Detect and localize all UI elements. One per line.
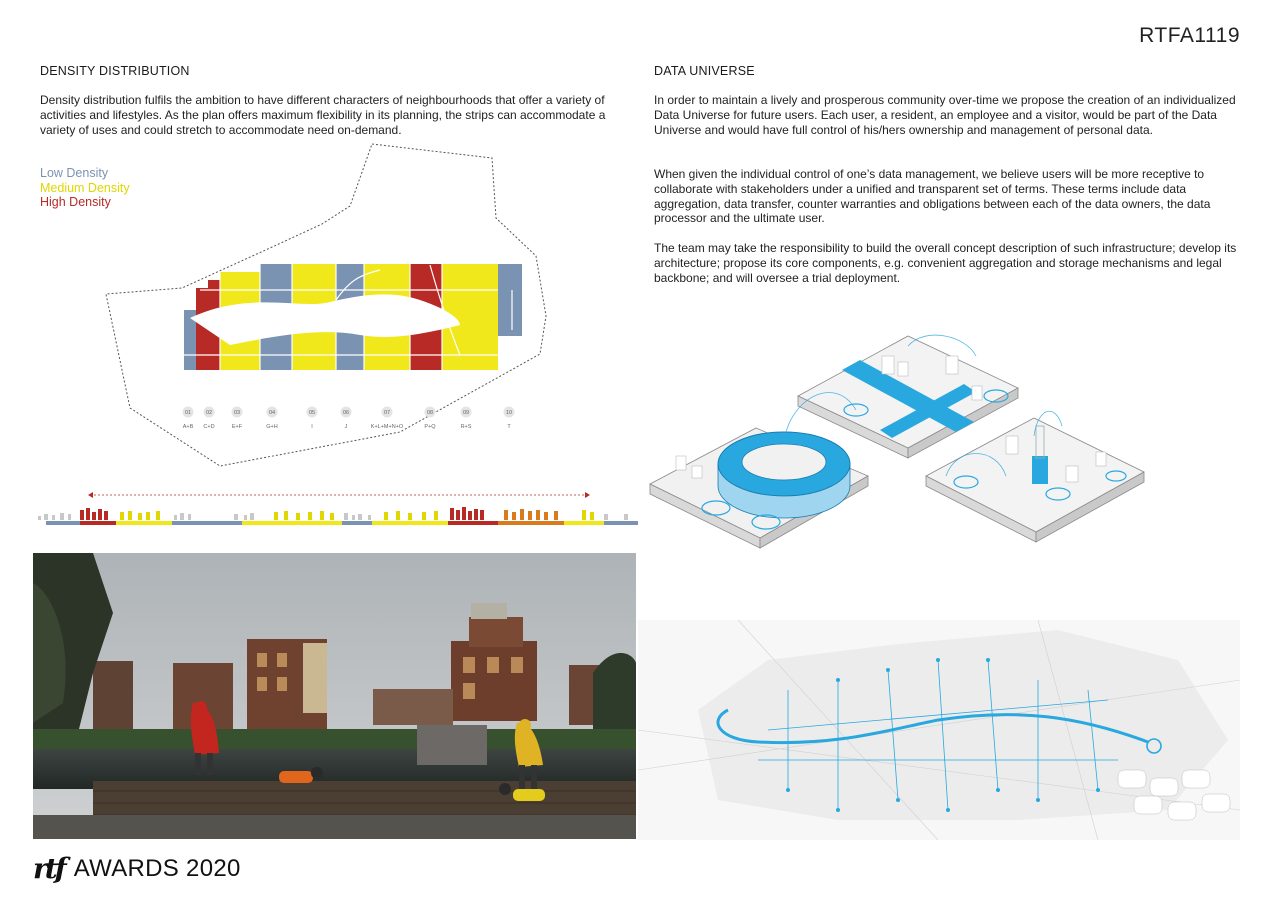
project-code: RTFA1119	[1139, 24, 1240, 47]
strip-letters: A+B	[182, 424, 194, 430]
data-universe-axonometric	[646, 326, 1246, 572]
strip-number: 09	[462, 410, 470, 416]
data-universe-para-1: In order to maintain a lively and prosperous community over-time we propose the creation of an individualized Data Universe for future users. Each user, a resident, an employee and a visitor, would be part of the Data Universe and would have full control of his/hers ownership and management of personal data.	[654, 93, 1236, 137]
density-title: DENSITY DISTRIBUTION	[40, 64, 190, 78]
strip-number-row	[183, 407, 515, 418]
legend-medium: Medium Density	[40, 180, 130, 195]
strip-letters: P+Q	[424, 424, 436, 430]
data-universe-para-2: When given the individual control of one’s data management, we believe users will be more receptive to collaborate with stakeholders under a unified and transparent set of terms. These terms include data aggregation, data transfer, counter warranties and obligations between each of the data owners, the data processor and the ultimate user.	[654, 167, 1211, 226]
waterfront-rendering	[33, 553, 636, 839]
density-body: Density distribution fulfils the ambition to have different characters of neighbourhoods that offer a variety of activities and lifestyles. As the plan offers maximum flexibility in its planning, the strips can accommodate a variety of uses and could stretch to accommodate need on-demand.	[40, 93, 606, 137]
rtf-awards-logo	[33, 852, 241, 885]
strip-number: 06	[342, 410, 350, 416]
strip-letter-row	[183, 424, 512, 430]
strip-number: 02	[205, 410, 213, 416]
strip-number: 05	[308, 410, 316, 416]
legend-low: Low Density	[40, 166, 109, 180]
logo-mark: rtf	[33, 852, 64, 885]
density-map	[100, 140, 560, 470]
strip-number: 07	[383, 410, 391, 416]
strip-letters: G+H	[266, 424, 278, 430]
data-universe-title: DATA UNIVERSE	[654, 64, 755, 78]
strip-number: 08	[426, 410, 434, 416]
strip-number: 01	[184, 410, 192, 416]
data-network-map	[638, 620, 1240, 840]
data-universe-para-3: The team may take the responsibility to build the overall concept description of such infrastructure; develop its architecture; propose its core components, e.g. convenient aggregation and storage mechanisms and legal backbone; and will oversee a trial deployment.	[654, 241, 1237, 285]
strip-letters: C+D	[203, 424, 215, 430]
section-elevation	[34, 488, 638, 530]
strip-letters: I	[311, 424, 313, 430]
strip-letters: K+L+M+N+O	[370, 424, 404, 430]
strip-number: 04	[268, 410, 276, 416]
strip-number: 03	[233, 410, 241, 416]
strip-letters: J	[344, 424, 348, 430]
legend-high: High Density	[40, 195, 111, 209]
section-density-bar	[46, 521, 638, 525]
strip-number: 10	[505, 410, 513, 416]
strip-letters: E+F	[231, 424, 243, 430]
strip-letters: T	[507, 424, 511, 430]
strip-letters: R+S	[460, 424, 472, 430]
ring-building	[718, 432, 850, 518]
logo-text: AWARDS 2020	[73, 854, 241, 882]
